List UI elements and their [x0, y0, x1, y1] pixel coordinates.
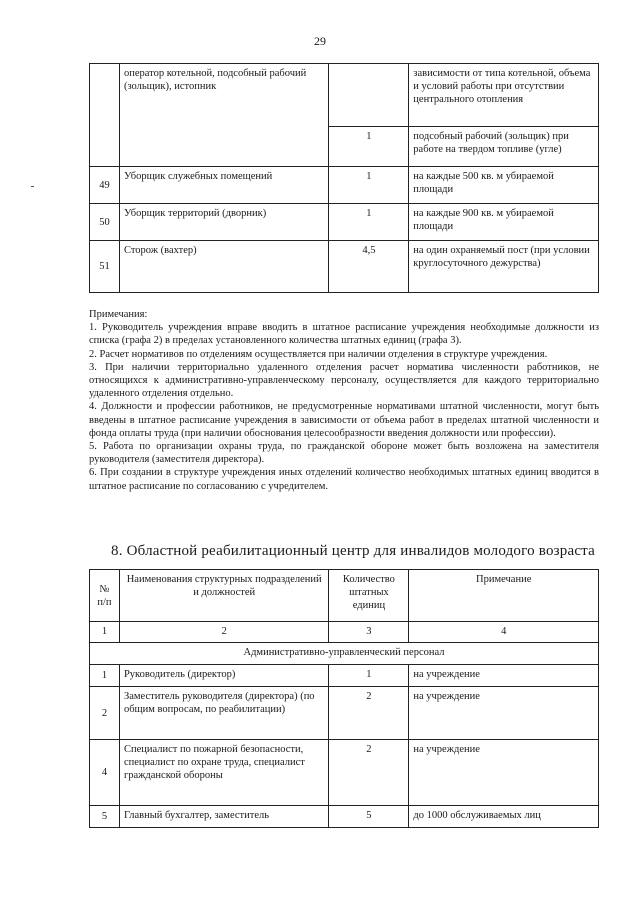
staff-count — [329, 64, 409, 127]
header-note: Примечание — [409, 570, 599, 622]
column-number: 2 — [119, 622, 329, 643]
table-row — [90, 241, 599, 293]
position-name: Руководитель (директор) — [119, 665, 329, 687]
position-name: Уборщик территорий (дворник) — [119, 204, 329, 241]
position-name: Главный бухгалтер, заместитель — [119, 806, 329, 828]
position-name: оператор котельной, подсобный рабочий (зольщик), истопник — [119, 64, 329, 167]
notes-block — [89, 308, 599, 493]
staff-count: 2 — [329, 740, 409, 806]
note-item: 4. Должности и профессии работников, не предусмотренные нормативами штатной численности, могут быть введены в штатное расписание учреждения в зависимости от объема работ в пределах штатной численности и фонда оплаты труда (при наличии обоснования целесообразности введения должности или профессии). — [89, 401, 599, 439]
position-note: на каждые 500 кв. м убираемой площади — [409, 167, 599, 204]
note-item: 1. Руководитель учреждения вправе вводить в штатное расписание учреждения необходимые должности из списка (графа 2) в пределах установленного количества штатных единиц (графа 3). — [89, 322, 599, 347]
header-position: Наименования структурных подразделений и должностей — [119, 570, 329, 622]
group-header-row — [90, 643, 599, 665]
note-item: 6. При создании в структуре учреждения иных отделений количество необходимых штатных единиц вводится в штатное расписание по согласованию с учредителем. — [89, 467, 599, 492]
table-row — [90, 665, 599, 687]
note-item: 2. Расчет нормативов по отделениям осуществляется при наличии отделения в структуре учреждения. — [89, 348, 548, 360]
row-number — [90, 64, 120, 167]
row-number: 2 — [90, 687, 120, 740]
staff-count: 5 — [329, 806, 409, 828]
staff-count: 1 — [329, 127, 409, 167]
table-row — [90, 806, 599, 828]
position-note: зависимости от типа котельной, объема и условий работы при отсутствии центрального отопления — [409, 64, 599, 127]
table-row — [90, 204, 599, 241]
position-note: на учреждение — [409, 740, 599, 806]
position-note: на один охраняемый пост (при условии круглосуточного дежурства) — [409, 241, 599, 293]
staff-count: 1 — [329, 204, 409, 241]
section-title: 8. Областной реабилитационный центр для инвалидов молодого возраста — [111, 543, 595, 559]
row-number: 4 — [90, 740, 120, 806]
table-row — [90, 64, 599, 127]
staff-count: 4,5 — [329, 241, 409, 293]
position-note: на учреждение — [409, 687, 599, 740]
header-count: Количество штатных единиц — [329, 570, 409, 622]
table-row — [90, 740, 599, 806]
column-number: 3 — [329, 622, 409, 643]
column-number: 1 — [90, 622, 120, 643]
position-name: Сторож (вахтер) — [119, 241, 329, 293]
page-number: 29 — [314, 34, 326, 48]
scan-mark — [31, 186, 34, 187]
position-note: на каждые 900 кв. м убираемой площади — [409, 204, 599, 241]
row-number: 1 — [90, 665, 120, 687]
group-title: Административно-управленческий персонал — [90, 643, 599, 665]
staffing-table — [89, 569, 599, 828]
staff-count: 1 — [329, 167, 409, 204]
position-name: Специалист по пожарной безопасности, специалист по охране труда, специалист гражданской обороны — [119, 740, 329, 806]
position-name: Уборщик служебных помещений — [119, 167, 329, 204]
continuation-table — [89, 63, 599, 293]
staff-count: 1 — [329, 665, 409, 687]
position-note: на учреждение — [409, 665, 599, 687]
staff-count: 2 — [329, 687, 409, 740]
column-number: 4 — [409, 622, 599, 643]
header-number: № п/п — [90, 570, 120, 622]
row-number: 49 — [90, 167, 120, 204]
column-number-row — [90, 622, 599, 643]
row-number: 51 — [90, 241, 120, 293]
position-note: до 1000 обслуживаемых лиц — [409, 806, 599, 828]
row-number: 5 — [90, 806, 120, 828]
table-row — [90, 167, 599, 204]
table-row — [90, 687, 599, 740]
header-row — [90, 570, 599, 622]
position-name: Заместитель руководителя (директора) (по общим вопросам, по реабилитации) — [119, 687, 329, 740]
notes-heading: Примечания: — [89, 309, 148, 320]
note-item: 5. Работа по организации охраны труда, по гражданской обороне может быть возложена на заместителя руководителя (заместителя директора). — [89, 441, 599, 466]
note-item: 3. При наличии территориально удаленного отделения расчет норматива численности работников, не относящихся к административно-управленческому персоналу, осуществляется для каждого территориально удаленного отделения отдельно. — [89, 361, 599, 400]
row-number: 50 — [90, 204, 120, 241]
position-note: подсобный рабочий (зольщик) при работе на твердом топливе (угле) — [409, 127, 599, 167]
